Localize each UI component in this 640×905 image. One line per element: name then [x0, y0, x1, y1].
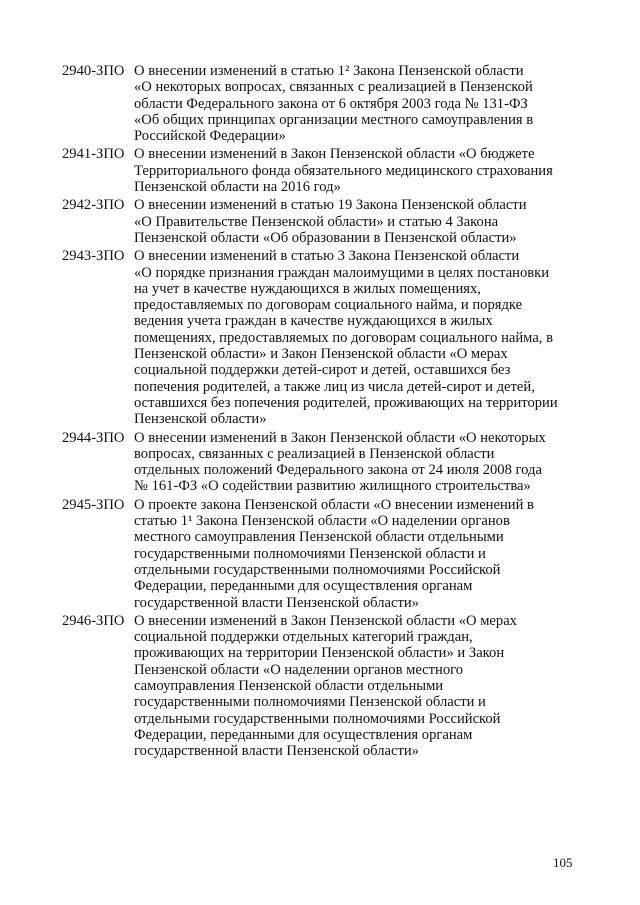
law-entry-2941	[62, 146, 582, 195]
law-entry-2940	[62, 63, 582, 144]
law-code: 2945-ЗПО	[62, 496, 125, 513]
law-title: О проекте закона Пензенской области «О внесении изменений в статью 1¹ Закона Пензенской области «О наделении органов местного самоуправления Пензенской области отдельными государственными полномочиями Пензенской области и отдельными государственными полномочиями Российской Федерации, переданными для осуществления органам государственной власти Пензенской области»	[134, 496, 534, 611]
law-title: О внесении изменений в статью 19 Закона Пензенской области «О Правительстве Пензенской области» и статью 4 Закона Пензенской области «Об образовании в Пензенской области»	[134, 197, 527, 246]
law-list	[62, 63, 582, 761]
law-code: 2943-ЗПО	[62, 248, 125, 265]
law-title: О внесении изменений в статью 1² Закона Пензенской области «О некоторых вопросах, связанных с реализацией в Пензенской области Федерального закона от 6 октября 2003 года № 131-ФЗ «Об общих принципах организации местного самоуправления в Российской Федерации»	[134, 63, 534, 145]
law-code: 2940-ЗПО	[62, 63, 125, 79]
law-title: О внесении изменений в статью 3 Закона Пензенской области «О порядке признания граждан малоимущими в целях постановки на учет в качестве нуждающихся в жилых помещениях, предоставляемых по договорам социального найма, и порядке ведения учета граждан в качестве нуждающихся в жилых помещениях, предоставляемых по договорам социального найма, в Пензенской области» и Закон Пензенской области «О мерах социальной поддержки детей-сирот и детей, оставшихся без попечения родителей, а также лиц из числа детей-сирот и детей, оставшихся без попечения родителей, проживающих на территории Пензенской области»	[134, 248, 558, 428]
law-code: 2946-ЗПО	[62, 612, 125, 629]
law-code: 2941-ЗПО	[62, 146, 125, 163]
law-title: О внесении изменений в Закон Пензенской области «О некоторых вопросах, связанных с реализацией в Пензенской области отдельных положений Федерального закона от 24 июля 2008 года № 161-ФЗ «О содействии развитию жилищного строительства»	[134, 429, 546, 495]
law-entry-2945	[62, 497, 582, 611]
page-number: 105	[553, 855, 573, 870]
law-entry-2946	[62, 613, 582, 760]
law-code: 2944-ЗПО	[62, 429, 125, 446]
law-title: О внесении изменений в Закон Пензенской области «О бюджете Территориального фонда обязательного медицинского страхования Пензенской области на 2016 год»	[134, 146, 553, 196]
law-entry-2944	[62, 430, 582, 495]
law-title: О внесении изменений в Закон Пензенской области «О мерах социальной поддержки отдельных категорий граждан, проживающих на территории Пензенской области» и Закон Пензенской области «О наделении органов местного самоуправления Пензенской области отдельными государственными полномочиями Пензенской области и отдельными государственными полномочиями Российской Федерации, переданными для осуществления органам государственной власти Пензенской области»	[134, 612, 517, 760]
law-entry-2943	[62, 248, 582, 427]
law-code: 2942-ЗПО	[62, 197, 125, 214]
law-entry-2942	[62, 197, 582, 246]
